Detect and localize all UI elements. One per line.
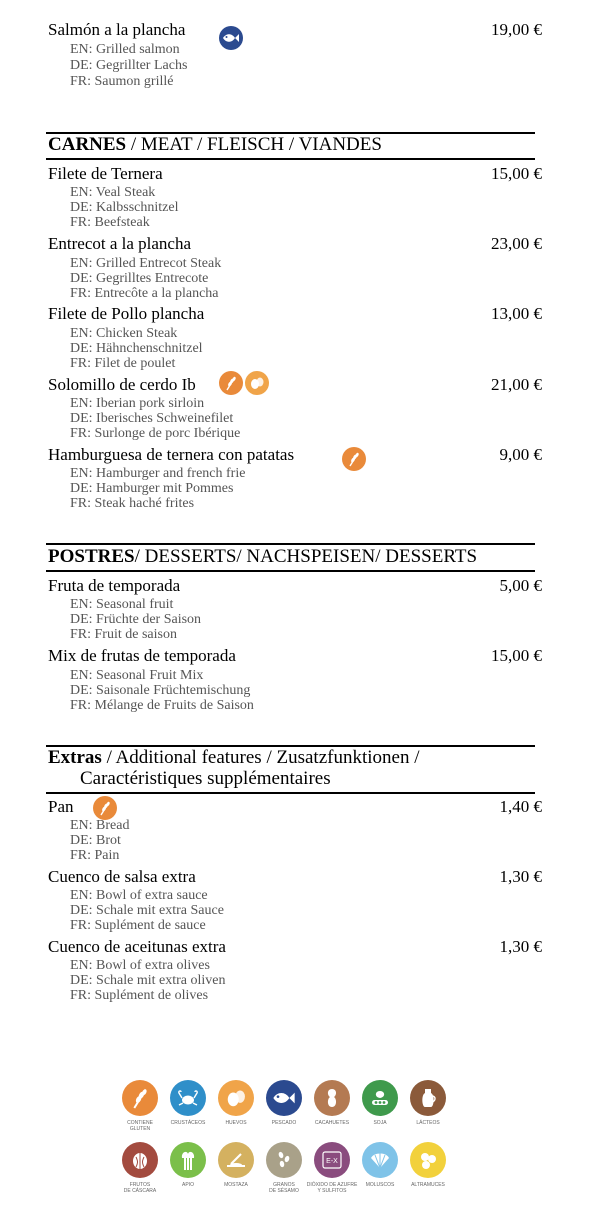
nut-icon — [122, 1142, 158, 1178]
lupin-icon — [410, 1142, 446, 1178]
legend-label: HUEVOS — [225, 1120, 247, 1126]
translation-de: DE: Iberisches Schweinefilet — [70, 411, 234, 426]
item-name: Fruta de temporada — [48, 576, 181, 595]
sesame-icon — [266, 1142, 302, 1178]
sulfite-icon — [314, 1142, 350, 1178]
item-price: 1,30 € — [499, 937, 542, 956]
item-name: Solomillo de cerdo Ib — [48, 375, 196, 394]
fish-icon — [219, 26, 243, 50]
translation-fr: FR: Surlonge de porc Ibérique — [70, 426, 241, 441]
translation-fr: FR: Beefsteak — [70, 215, 150, 230]
item-price: 15,00 € — [491, 646, 542, 665]
item-price: 1,40 € — [499, 797, 542, 816]
translation-en: EN: Seasonal Fruit Mix — [70, 668, 204, 683]
legend-label-line2: DE SÉSAMO — [269, 1188, 299, 1194]
legend-label: CONTIENE — [127, 1120, 153, 1126]
translation-de: DE: Schale mit extra Sauce — [70, 903, 224, 918]
translation-de: DE: Früchte der Saison — [70, 612, 202, 627]
section-divider — [46, 158, 535, 160]
legend-label-line2: DE CÁSCARA — [123, 1188, 157, 1194]
translation-de: DE: Brot — [70, 833, 121, 848]
legend-label: LÁCTEOS — [416, 1120, 440, 1126]
section-title-extras: Extras / Additional features / Zusatzfunktionen / — [48, 747, 420, 768]
translation-en: EN: Chicken Steak — [70, 326, 178, 341]
translation-fr: FR: Suplément de olives — [70, 988, 209, 1003]
translation-de: DE: Hamburger mit Pommes — [70, 481, 234, 496]
item-name: Cuenco de aceitunas extra — [48, 937, 226, 956]
legend-label: CACAHUETES — [314, 1120, 350, 1126]
translation-en: EN: Bowl of extra olives — [70, 958, 210, 973]
legend-label: FRUTOS — [129, 1182, 151, 1188]
item-name: Filete de Ternera — [48, 164, 163, 183]
legend-label: MOSTAZA — [224, 1182, 248, 1188]
legend-label: APIO — [182, 1182, 194, 1188]
translation-de: DE: Gegrillter Lachs — [70, 58, 188, 73]
allergen-legend — [110, 1080, 460, 1200]
item-name: Entrecot a la plancha — [48, 234, 192, 253]
translation-fr: FR: Mélange de Fruits de Saison — [70, 698, 254, 713]
translation-fr: FR: Fruit de saison — [70, 627, 177, 642]
section-divider — [46, 543, 535, 545]
translation-en: EN: Iberian pork sirloin — [70, 396, 205, 411]
peanut-icon — [314, 1080, 350, 1116]
translation-fr: FR: Entrecôte a la plancha — [70, 286, 219, 301]
section-title-postres: POSTRES/ DESSERTS/ NACHSPEISEN/ DESSERTS — [48, 546, 478, 567]
legend-label-line2: Y SULFITOS — [317, 1188, 347, 1194]
item-name: Mix de frutas de temporada — [48, 646, 236, 665]
item-name: Cuenco de salsa extra — [48, 867, 196, 886]
crab-icon — [170, 1080, 206, 1116]
celery-icon — [170, 1142, 206, 1178]
wheat-icon — [93, 796, 117, 820]
shell-icon — [362, 1142, 398, 1178]
item-price: 1,30 € — [499, 867, 542, 886]
legend-label-line2: GLUTEN — [129, 1126, 151, 1132]
translation-de: DE: Saisonale Früchtemischung — [70, 683, 251, 698]
translation-en: EN: Bowl of extra sauce — [70, 888, 208, 903]
translation-en: EN: Hamburger and french frie — [70, 466, 246, 481]
item-price: 13,00 € — [491, 304, 542, 323]
section-divider — [46, 570, 535, 572]
legend-label: GRANOS — [273, 1182, 295, 1188]
translation-fr: FR: Steak haché frites — [70, 496, 195, 511]
item-price: 9,00 € — [499, 445, 542, 464]
wheat-icon — [342, 447, 366, 471]
section-title-carnes: CARNES / MEAT / FLEISCH / VIANDES — [48, 134, 382, 155]
translation-en: EN: Veal Steak — [70, 185, 156, 200]
translation-fr: FR: Filet de poulet — [70, 356, 176, 371]
milk-jug-icon — [410, 1080, 446, 1116]
translation-en: EN: Bread — [70, 818, 130, 833]
wheat-icon — [122, 1080, 158, 1116]
fish-icon — [266, 1080, 302, 1116]
wheat-icon — [219, 371, 243, 395]
item-price: 5,00 € — [499, 576, 542, 595]
legend-label: PESCADO — [271, 1120, 297, 1126]
item-name: Hamburguesa de ternera con patatas — [48, 445, 295, 464]
section-title-extras-line2: Caractéristiques supplémentaires — [80, 768, 331, 789]
legend-item-lacteos — [398, 1080, 458, 1126]
translation-de: DE: Hähnchenschnitzel — [70, 341, 203, 356]
legend-label: DIÓXIDO DE AZUFRE — [306, 1182, 358, 1188]
egg-icon — [218, 1080, 254, 1116]
legend-label: CRUSTÁCEOS — [170, 1120, 206, 1126]
item-price: 15,00 € — [491, 164, 542, 183]
translation-fr: FR: Pain — [70, 848, 120, 863]
legend-label: ALTRAMUCES — [411, 1182, 445, 1188]
legend-label: SOJA — [373, 1120, 387, 1126]
item-name: Filete de Pollo plancha — [48, 304, 205, 323]
translation-en: EN: Grilled Entrecot Steak — [70, 256, 222, 271]
item-name: Pan — [48, 797, 74, 816]
legend-item-altramuces — [398, 1142, 458, 1188]
translation-fr: FR: Saumon grillé — [70, 74, 174, 89]
item-price: 19,00 € — [491, 20, 542, 39]
egg-icon — [245, 371, 269, 395]
translation-de: DE: Kalbsschnitzel — [70, 200, 179, 215]
legend-label: MOLUSCOS — [365, 1182, 395, 1188]
soy-icon — [362, 1080, 398, 1116]
section-divider — [46, 792, 535, 794]
mustard-icon — [218, 1142, 254, 1178]
item-price: 21,00 € — [491, 375, 542, 394]
item-name: Salmón a la plancha — [48, 20, 186, 39]
translation-en: EN: Seasonal fruit — [70, 597, 174, 612]
item-price: 23,00 € — [491, 234, 542, 253]
translation-fr: FR: Suplément de sauce — [70, 918, 206, 933]
translation-en: EN: Grilled salmon — [70, 42, 180, 57]
translation-de: DE: Gegrilltes Entrecote — [70, 271, 209, 286]
translation-de: DE: Schale mit extra oliven — [70, 973, 226, 988]
sulfite-badge: E-X — [326, 1158, 338, 1165]
